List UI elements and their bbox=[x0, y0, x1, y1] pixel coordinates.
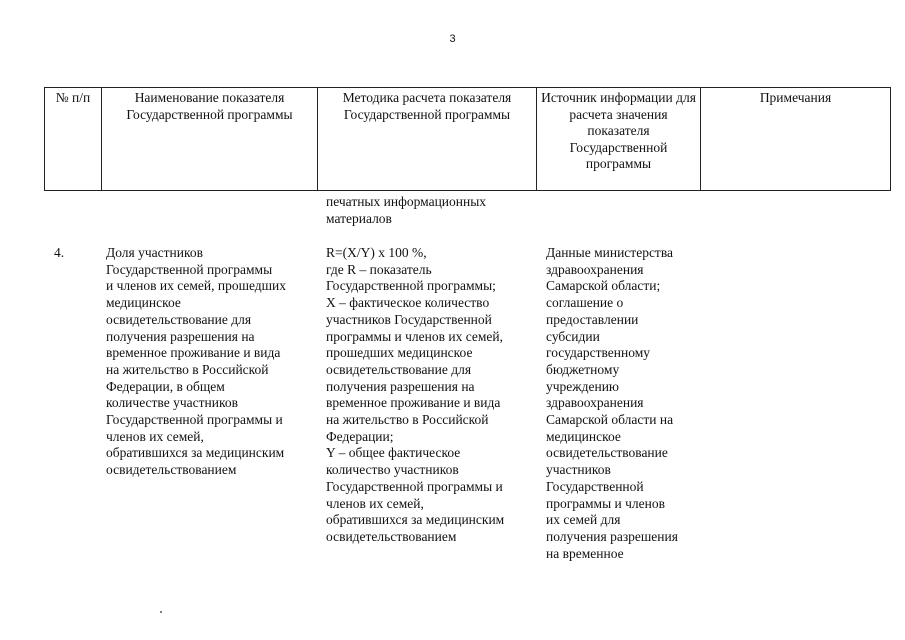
carry-over-text: печатных информационных материалов bbox=[326, 194, 487, 226]
header-cell-source: Источник информации для расчета значения показателя Государственной программы bbox=[537, 88, 701, 191]
row-number: 4. bbox=[54, 245, 65, 260]
header-cell-number: № п/п bbox=[45, 88, 102, 191]
scan-speck bbox=[160, 611, 162, 613]
header-cell-notes: Примечания bbox=[701, 88, 891, 191]
information-source: Данные министерства здравоохранения Самарской области; соглашение о предоставлении субсидии государственному бюджетному учреждению здравоохранения Самарской области на медицинское освидетельствование участников Государственной программы и членов их семей для получения разрешения на временное bbox=[546, 245, 678, 561]
header-cell-method: Методика расчета показателя Государственной программы bbox=[318, 88, 537, 191]
header-cell-name: Наименование показателя Государственной программы bbox=[102, 88, 318, 191]
indicator-name: Доля участников Государственной программы и членов их семей, прошедших медицинское освидетельствование для получения разрешения на временное проживание и вида на жительство в Российской Федерации, в общем количестве участников Государственной программы и членов их семей, обратившихся за медицинским освидетельствованием bbox=[106, 245, 287, 478]
page-number: 3 bbox=[449, 33, 456, 45]
calculation-method: R=(X/Y) x 100 %, где R – показатель Государственной программы; X – фактическое количество участников Государственной программы и членов их семей, прошедших медицинское освидетельствование для получения разрешения на временное проживание и вида на жительство в Российской Федерации; Y – общее фактическое количество участников Государственной программы и членов их семей, обратившихся за медицинским освидетельствованием bbox=[326, 245, 505, 544]
header-row bbox=[45, 88, 891, 191]
table-header bbox=[44, 87, 891, 191]
